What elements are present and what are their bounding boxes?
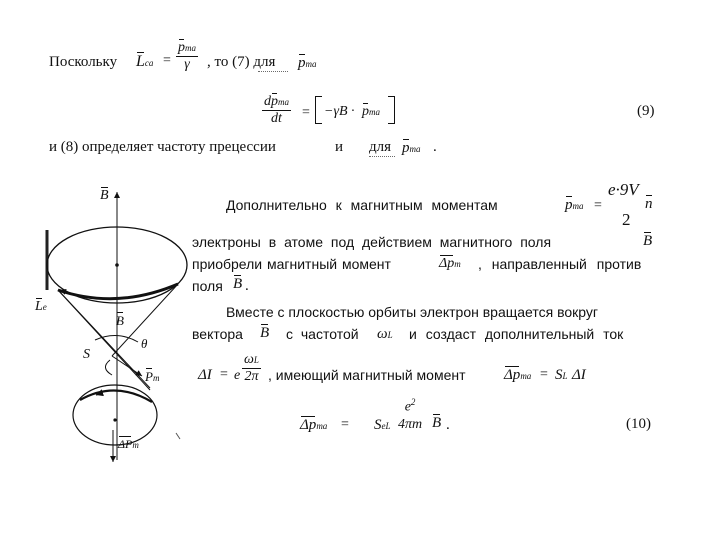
eq9-number: (9) bbox=[637, 103, 655, 119]
dI-symbol: ΔI bbox=[198, 367, 212, 383]
line3-for: для bbox=[369, 139, 392, 155]
orbit-ellipse-bottom bbox=[73, 385, 157, 445]
para1-B2: B bbox=[233, 276, 243, 292]
para2-line2b: с частотой bbox=[286, 326, 359, 342]
dI-dp-ma: Δpma bbox=[504, 367, 532, 383]
stray-mark bbox=[176, 433, 180, 439]
center-dot-2 bbox=[113, 418, 116, 421]
para1-eq: = bbox=[594, 198, 602, 213]
theta-arc bbox=[105, 360, 112, 375]
line3-p-ma: pma bbox=[402, 140, 421, 156]
eq9-gammaB: −γB · bbox=[324, 104, 355, 119]
fig-label-dPm: ΔPm bbox=[118, 437, 139, 451]
fig-label-Pm: Pm bbox=[145, 369, 160, 384]
eq10-dp-ma: Δpma bbox=[300, 417, 328, 433]
para2-B: B bbox=[260, 325, 270, 341]
para2-line2a: вектора bbox=[192, 326, 243, 342]
para1-line2: электроны в атоме под действием магнитного поля bbox=[192, 234, 552, 250]
dI-dI2: ΔI bbox=[572, 367, 586, 383]
para1-two: 2 bbox=[622, 210, 631, 229]
para1-line3a: приобрели магнитный момент bbox=[192, 256, 391, 272]
fraction-dp-dt: dpma dt bbox=[264, 94, 289, 126]
line1-prefix: Поскольку bbox=[49, 54, 118, 70]
left-bracket bbox=[315, 96, 322, 124]
fraction-omega-2pi: $\frac{\omega L}{2\pi}$ bbox=[244, 352, 259, 384]
para1-line3b: , направленный против bbox=[478, 256, 642, 272]
right-bracket bbox=[388, 96, 395, 124]
orbit-arc-bold bbox=[58, 284, 178, 299]
para2-omega: ωL bbox=[377, 326, 393, 342]
line3-end: . bbox=[433, 139, 437, 155]
para1-dp-m: Δpm bbox=[439, 256, 461, 271]
para1-line4a: поля bbox=[192, 278, 223, 294]
eq9-eq: = bbox=[302, 105, 310, 120]
eq10-number: (10) bbox=[626, 416, 651, 432]
precession-figure bbox=[0, 180, 200, 470]
para1-B1: B bbox=[643, 233, 653, 249]
line3-and: и bbox=[335, 139, 344, 155]
line1-mid: , то (7) для bbox=[207, 54, 276, 70]
fraction-p-over-gamma: pma γ bbox=[178, 40, 196, 72]
eq10-dot: . bbox=[446, 417, 450, 433]
para2-line1: Вместе с плоскостью орбиты электрон вращается вокруг bbox=[226, 304, 599, 320]
para1-eV: e·9V bbox=[608, 180, 639, 199]
center-dot bbox=[115, 263, 119, 267]
eq10-B: B bbox=[432, 415, 442, 431]
para1-n: n bbox=[645, 196, 653, 212]
dotted-underline-2 bbox=[369, 155, 395, 157]
para1-p-ma: pma bbox=[565, 197, 584, 213]
dI-e: e bbox=[234, 368, 241, 383]
line3-text: и (8) определяет частоту прецессии bbox=[49, 139, 276, 155]
cone-line-2 bbox=[58, 290, 150, 388]
fraction-e2-4pim: $e^2$ 4πm bbox=[398, 397, 423, 432]
eq10-S-eL: SeL bbox=[374, 417, 391, 433]
eq10-eq: = bbox=[341, 417, 349, 432]
formula-L: Lсa bbox=[136, 53, 154, 70]
fig-label-Le: Le bbox=[35, 299, 47, 314]
para1-line4b: . bbox=[245, 278, 249, 294]
dI-eq: = bbox=[220, 367, 228, 382]
fig-label-S: S bbox=[83, 347, 90, 362]
dI-eq2: = bbox=[540, 367, 548, 382]
dI-S-L: SL bbox=[555, 367, 568, 383]
fig-label-Bmid: B bbox=[116, 313, 124, 328]
para1-line1: Дополнительно к магнитным моментам bbox=[226, 197, 498, 213]
formula-eq: = bbox=[163, 53, 171, 68]
formula-p-ma: pma bbox=[298, 55, 317, 71]
fig-label-theta: θ bbox=[141, 336, 148, 351]
dI-text: , имеющий магнитный момент bbox=[268, 367, 466, 383]
eq9-p-ma: pma bbox=[362, 104, 380, 119]
dotted-underline bbox=[258, 70, 288, 72]
fig-label-B: B bbox=[100, 188, 109, 203]
para2-line2c: и создаст дополнительный ток bbox=[409, 326, 624, 342]
